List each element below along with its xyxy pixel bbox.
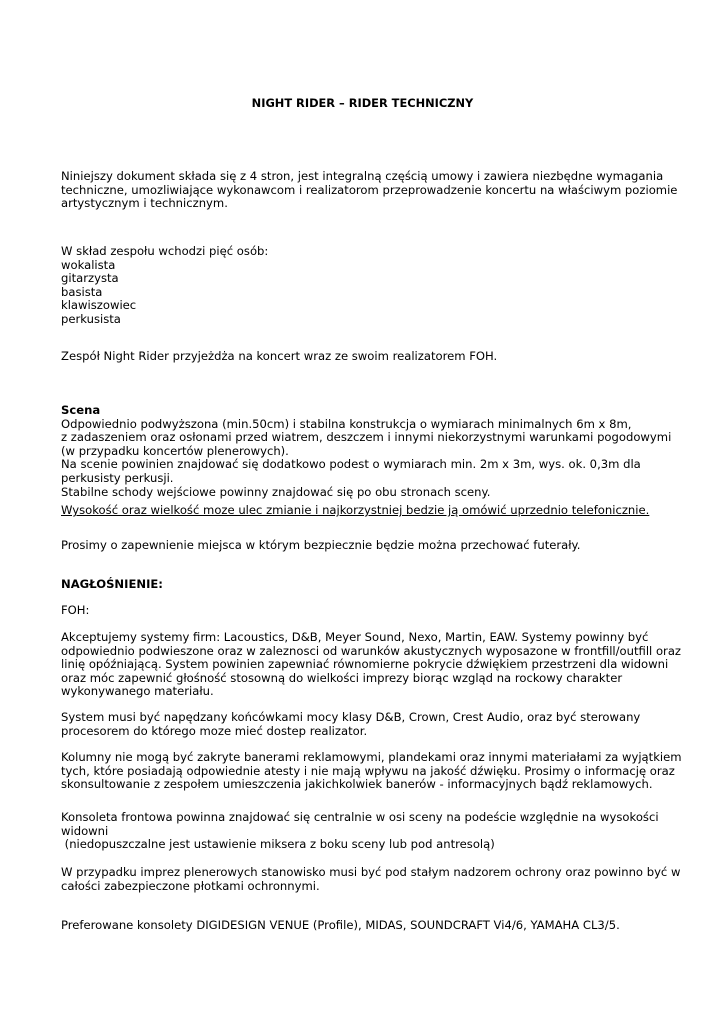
console-position-paragraph — [61, 811, 661, 852]
stage-size-note — [61, 504, 661, 518]
paragraph-line: wykonywanego materiału. — [61, 684, 214, 699]
paragraph-line: skonsultowanie z zespołem umieszczenia jakichkolwiek banerów - informacyjnych bądź reklamowych. — [61, 777, 653, 792]
stage-line: Odpowiednio podwyższona (min.50cm) i stabilna konstrukcja o wymiarach minimalnych 6m x 8m, — [61, 416, 632, 431]
paragraph-line: linię opóźniającą. System powinien zapewniać równomierne pokrycie dźwiękiem przestrzeni dla widowni — [61, 657, 669, 672]
member-item: wokalista — [61, 257, 116, 272]
paragraph-line: Konsoleta frontowa powinna znajdować się centralnie w osi sceny na podeście względnie na wysokości — [61, 810, 659, 824]
paragraph-line: odpowiednio podwieszone oraz w zaleznosci od warunków akustycznych wyposazone w frontfill/outfill oraz — [61, 643, 682, 658]
sound-systems-paragraph — [61, 630, 682, 699]
paragraph-line: widowni — [61, 823, 109, 838]
intro-line: Niniejszy dokument składa się z 4 stron, jest integralną częścią umowy i zawiera niezbędne wymagania — [61, 169, 664, 183]
stage-line: perkusisty perkusji. — [61, 470, 174, 485]
preferred-consoles — [61, 919, 661, 933]
member-item: basista — [61, 284, 103, 299]
member-item: gitarzysta — [61, 271, 119, 286]
amplifiers-paragraph — [61, 711, 661, 738]
speakers-paragraph — [61, 750, 682, 792]
foh-label: FOH: — [61, 603, 90, 617]
members-section — [61, 245, 661, 327]
foh-engineer-note — [61, 350, 661, 364]
paragraph-line: Akceptujemy systemy firm: Lacoustics, D&B, Meyer Sound, Nexo, Martin, EAW. Systemy powinny być — [61, 630, 649, 644]
paragraph-line: oraz móc zapewnić głośność stosowną do wielkości imprezy biorąc wzgląd na rockowy charakter — [61, 670, 623, 685]
intro-line: techniczne, umozliwiające wykonawcom i realizatorom przeprowadzenie koncertu na właściwym poziomie — [61, 182, 678, 197]
intro-line: artystycznym i technicznym. — [61, 196, 228, 211]
stage-line: Na scenie powinien znajdować się dodatkowo podest o wymiarach min. 2m x 3m, wys. ok. 0,3m dla — [61, 457, 641, 472]
foh-label-block — [61, 604, 661, 618]
stage-line: z zadaszeniem oraz osłonami przed wiatrem, deszczem i innymi niekorzystnymi warunkami pogodowymi — [61, 430, 672, 445]
paragraph-line: System musi być napędzany końcówkami mocy klasy D&B, Crown, Crest Audio, oraz być sterowany — [61, 710, 641, 724]
intro-paragraph — [61, 169, 678, 211]
member-item: klawiszowiec — [61, 298, 137, 313]
paragraph-line: całości zabezpieczone płotkami ochronnymi. — [61, 878, 320, 893]
outdoor-security-paragraph — [61, 865, 681, 893]
member-item: perkusista — [61, 311, 121, 326]
document-title: NIGHT RIDER – RIDER TECHNICZNY — [251, 96, 474, 110]
paragraph-line: Kolumny nie mogą być zakryte banerami reklamowymi, plandekami oraz innymi materiałami za wyjątkiem — [61, 750, 682, 764]
stage-line: (w przypadku koncertów plenerowych). — [61, 443, 289, 458]
paragraph-line: (niedopuszczalne jest ustawienie miksera z boku sceny lub pod antresolą) — [61, 837, 495, 852]
members-intro: W skład zespołu wchodzi pięć osób: — [61, 244, 269, 258]
foh-note-text: Zespół Night Rider przyjeżdża na koncert wraz ze swoim realizatorem FOH. — [61, 349, 498, 363]
consoles-text: Preferowane konsolety DIGIDESIGN VENUE (Profile), MIDAS, SOUNDCRAFT Vi4/6, YAMAHA CL3/5. — [61, 918, 620, 932]
cases-note — [61, 539, 661, 553]
stage-heading: Scena — [61, 403, 101, 417]
sound-heading: NAGŁOŚNIENIE: — [61, 577, 163, 591]
stage-line: Stabilne schody wejściowe powinny znajdować się po obu stronach sceny. — [61, 484, 491, 499]
stage-size-underlined: Wysokość oraz wielkość moze ulec zmianie i najkorzystniej bedzie ją omówić uprzednio telefonicznie. — [61, 503, 650, 517]
paragraph-line: W przypadku imprez plenerowych stanowisko musi być pod stałym nadzorem ochrony oraz powinno być w — [61, 865, 681, 879]
paragraph-line: tych, które posiadają odpowiednie atesty i nie mają wpływu na jakość dźwięku. Prosimy o informację oraz — [61, 763, 675, 778]
cases-note-text: Prosimy o zapewnienie miejsca w którym bezpiecznie będzie można przechować futerały. — [61, 538, 581, 552]
paragraph-line: procesorem do którego moze mieć dostep realizator. — [61, 723, 368, 738]
stage-section — [61, 403, 672, 499]
sound-heading-block — [61, 578, 661, 592]
